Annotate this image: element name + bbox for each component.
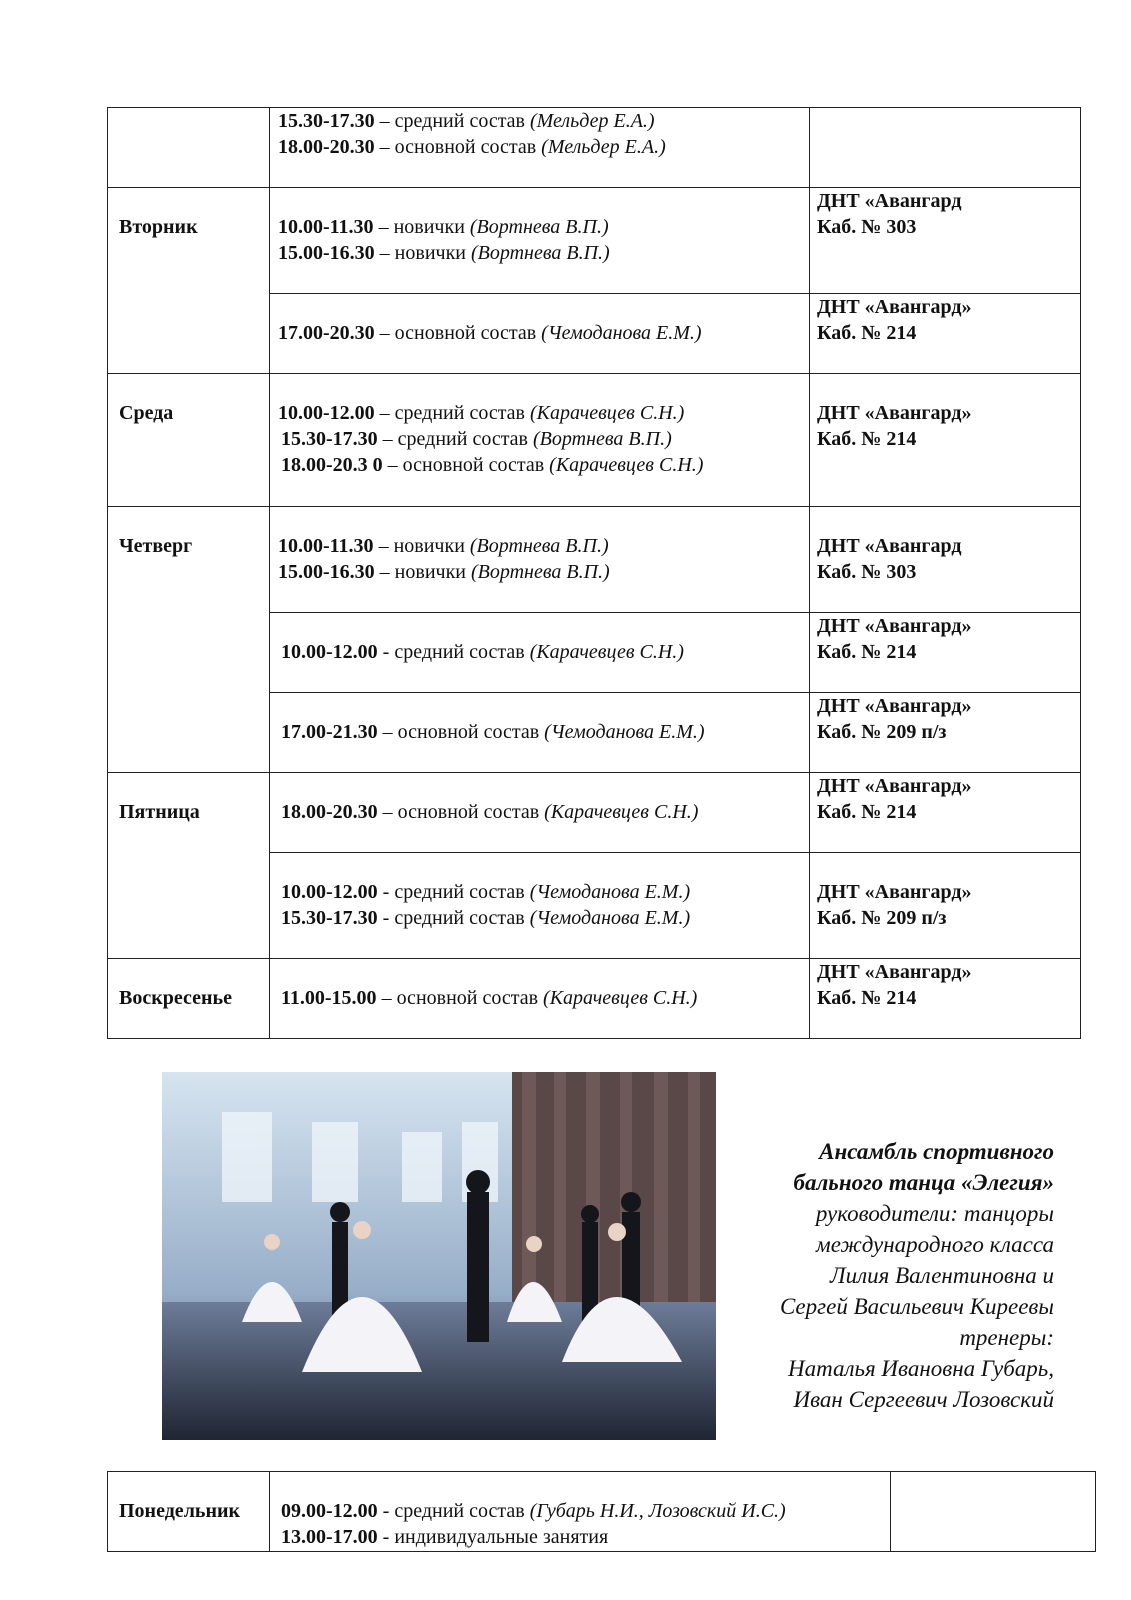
session-line [278,1498,890,1524]
venue-cell [891,1472,1096,1552]
session-time: 15.00-16.30 [278,561,375,583]
session-line [278,400,809,426]
session-time: 17.00-20.30 [278,322,375,344]
session-time: 10.00-11.30 [278,535,374,557]
session-time: 15.30-17.30 [281,428,378,450]
day-cell [108,108,270,188]
venue-cell [810,613,1081,693]
venue-name: ДНТ «Авангард» [817,961,972,983]
venue-cell [810,853,1081,959]
session-group: средний состав [397,428,534,450]
dash: – [377,721,398,743]
room-number: Каб. № 303 [817,561,917,583]
session-coach: (Вортнева В.П.) [469,535,609,557]
session-line [278,799,809,825]
session-line [278,639,809,665]
session-group: новички [393,216,470,238]
sessions-cell [270,507,810,613]
table-row [108,374,1081,507]
session-group: новички [394,242,471,264]
room-number: Каб. № 209 п/з [817,721,947,743]
venue-cell [810,959,1081,1039]
dash: - [377,1500,395,1522]
sessions-cell [270,374,810,507]
session-coach: (Карачевцев С.Н.) [530,402,685,424]
session-group: средний состав [394,881,530,903]
venue-name: ДНТ «Авангард» [817,881,972,903]
dash: - [377,907,395,929]
dash: – [382,454,403,476]
dash: – [373,216,394,238]
session-time: 10.00-12.00 [278,402,375,424]
venue-cell [810,773,1081,853]
sessions-cell [270,773,810,853]
session-line [278,985,809,1011]
session-time: 18.00-20.30 [281,801,378,823]
caption-line: Наталья Ивановна Губарь, [787,1356,1054,1381]
venue-cell [810,374,1081,507]
caption-title-line: Ансамбль спортивного [819,1139,1054,1164]
room-number: Каб. № 214 [817,801,917,823]
session-group: основной состав [402,454,550,476]
dash: – [374,322,395,344]
session-coach: (Карачевцев С.Н.) [529,641,684,663]
session-group: средний состав [394,907,530,929]
session-time: 10.00-12.00 [281,641,378,663]
dash: - [377,881,395,903]
dash: - [377,1526,395,1548]
session-line [278,108,809,134]
caption-line: международного класса [816,1232,1054,1257]
sessions-cell [270,1472,891,1552]
day-cell: Среда [108,374,270,507]
session-coach: (Мельдер Е.А.) [530,110,655,132]
session-group: средний состав [394,402,531,424]
caption-line: тренеры: [959,1325,1054,1350]
venue-name: ДНТ «Авангард [817,190,962,212]
room-number: Каб. № 214 [817,987,917,1009]
sessions-cell [270,108,810,188]
table-row [108,108,1081,188]
session-time: 10.00-11.30 [278,216,374,238]
venue-name: ДНТ «Авангард» [817,695,972,717]
day-cell: Пятница [108,773,270,959]
venue-cell [810,507,1081,613]
session-line [278,320,809,346]
session-line [278,905,809,931]
ballroom-dancers-photo [162,1072,716,1440]
ensemble-caption [720,1136,1054,1415]
room-number: Каб. № 214 [817,641,917,663]
session-coach: (Вортнева В.П.) [469,216,609,238]
session-time: 18.00-20.30 [278,136,375,158]
session-group: основной состав [396,987,544,1009]
session-line [278,719,809,745]
session-group: новички [394,561,471,583]
session-group: основной состав [397,801,545,823]
day-cell: Четверг [108,507,270,773]
session-coach: (Чемоданова Е.М.) [529,881,691,903]
session-time: 15.30-17.30 [278,110,375,132]
venue-name: ДНТ «Авангард» [817,402,972,424]
caption-line: Сергей Васильевич Киреевы [779,1294,1054,1319]
dash: – [377,801,398,823]
sessions-cell [270,613,810,693]
session-coach: (Чемоданова Е.М.) [529,907,691,929]
session-group: средний состав [394,1500,530,1522]
venue-cell [810,693,1081,773]
session-line [278,134,809,160]
session-line [278,452,809,478]
session-line [278,240,809,266]
sessions-cell [270,853,810,959]
sessions-cell [270,959,810,1039]
session-coach: (Губарь Н.И., Лозовский И.С.) [529,1500,786,1522]
caption-line: Лилия Валентиновна и [830,1263,1054,1288]
session-time: 15.00-16.30 [278,242,375,264]
session-coach: (Вортнева В.П.) [471,561,610,583]
session-coach: (Вортнева В.П.) [471,242,610,264]
dash: - [377,641,395,663]
room-number: Каб. № 214 [817,428,917,450]
table-row [108,188,1081,294]
session-coach: (Чемоданова Е.М.) [541,322,702,344]
table-row [108,1472,1096,1552]
venue-cell [810,108,1081,188]
session-group: средний состав [394,641,530,663]
dash: – [374,402,395,424]
session-group: основной состав [394,136,542,158]
sessions-cell [270,693,810,773]
venue-cell [810,294,1081,374]
session-coach: (Вортнева В.П.) [533,428,672,450]
session-coach: (Чемоданова Е.М.) [544,721,705,743]
session-line [278,426,809,452]
session-coach: (Карачевцев С.Н.) [544,801,699,823]
session-time: 11.00-15.00 [281,987,377,1009]
venue-name: ДНТ «Авангард [817,535,962,557]
room-number: Каб. № 214 [817,322,917,344]
session-coach: (Карачевцев С.Н.) [543,987,698,1009]
table-row [108,773,1081,853]
sessions-cell [270,188,810,294]
session-coach: (Мельдер Е.А.) [541,136,666,158]
table-row [108,507,1081,613]
venue-name: ДНТ «Авангард» [817,296,972,318]
dash: – [374,242,395,264]
venue-name: ДНТ «Авангард» [817,615,972,637]
dash: – [376,987,397,1009]
venue-cell [810,188,1081,294]
dash: – [374,136,395,158]
schedule-table [107,107,1081,1039]
table-row [108,959,1081,1039]
session-line [278,559,809,585]
caption-line: руководители: танцоры [815,1201,1054,1226]
caption-line: Иван Сергеевич Лозовский [793,1387,1054,1412]
caption-title-line: бального танца «Элегия» [793,1170,1054,1195]
session-group: индивидуальные занятия [394,1526,609,1548]
session-line [278,533,809,559]
session-time: 10.00-12.00 [281,881,378,903]
room-number: Каб. № 209 п/з [817,907,947,929]
session-line [278,214,809,240]
sessions-cell [270,294,810,374]
room-number: Каб. № 303 [817,216,917,238]
day-cell: Вторник [108,188,270,374]
session-group: средний состав [394,110,531,132]
venue-name: ДНТ «Авангард» [817,775,972,797]
dash: – [374,110,395,132]
schedule-table-2 [107,1471,1096,1552]
session-time: 13.00-17.00 [281,1526,378,1548]
session-group: новички [393,535,470,557]
session-group: основной состав [397,721,545,743]
session-time: 09.00-12.00 [281,1500,378,1522]
dash: – [374,561,395,583]
day-cell: Воскресенье [108,959,270,1039]
session-time: 15.30-17.30 [281,907,378,929]
session-time: 18.00-20.3 0 [281,454,383,476]
session-group: основной состав [394,322,542,344]
session-coach: (Карачевцев С.Н.) [549,454,704,476]
dash: – [373,535,394,557]
day-cell: Понедельник [108,1472,270,1552]
session-time: 17.00-21.30 [281,721,378,743]
ensemble-photo [162,1072,716,1440]
session-line [278,879,809,905]
session-line [278,1524,890,1550]
dash: – [377,428,398,450]
